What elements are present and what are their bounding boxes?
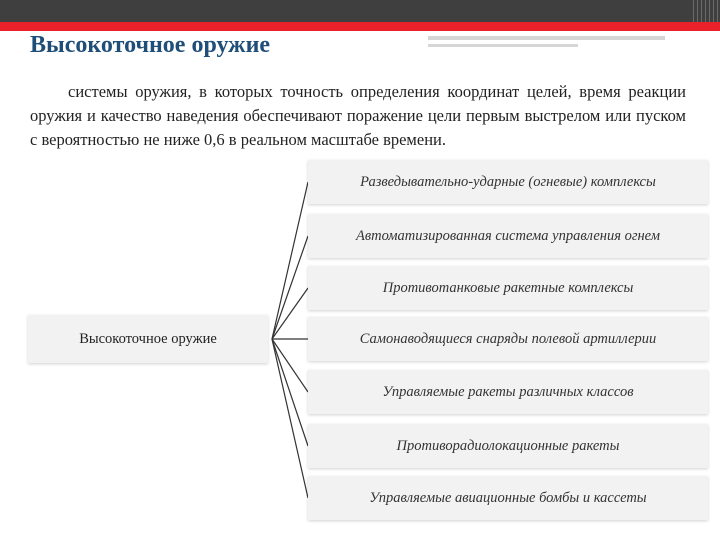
branch-node-4: Самонаводящиеся снаряды полевой артиллерии [308,317,708,361]
definition-text: системы оружия, в которых точность определения координат целей, время реакции оружия и качество наведения обеспечивают поражение цели первым выстрелом или пуском с вероятностью не ниже 0,6 в реальном масштабе времени. [30,82,686,149]
branch-node-6: Противорадиолокационные ракеты [308,424,708,468]
slide-title: Высокоточное оружие [30,32,271,58]
branch-node-7: Управляемые авиационные бомбы и кассеты [308,476,708,520]
branch-node-2: Автоматизированная система управления огнем [308,214,708,258]
branch-node-3: Противотанковые ракетные комплексы [308,266,708,310]
branch-node-1: Разведывательно-ударные (огневые) комплексы [308,160,708,204]
branch-node-5: Управляемые ракеты различных классов [308,370,708,414]
root-node: Высокоточное оружие [28,315,268,363]
